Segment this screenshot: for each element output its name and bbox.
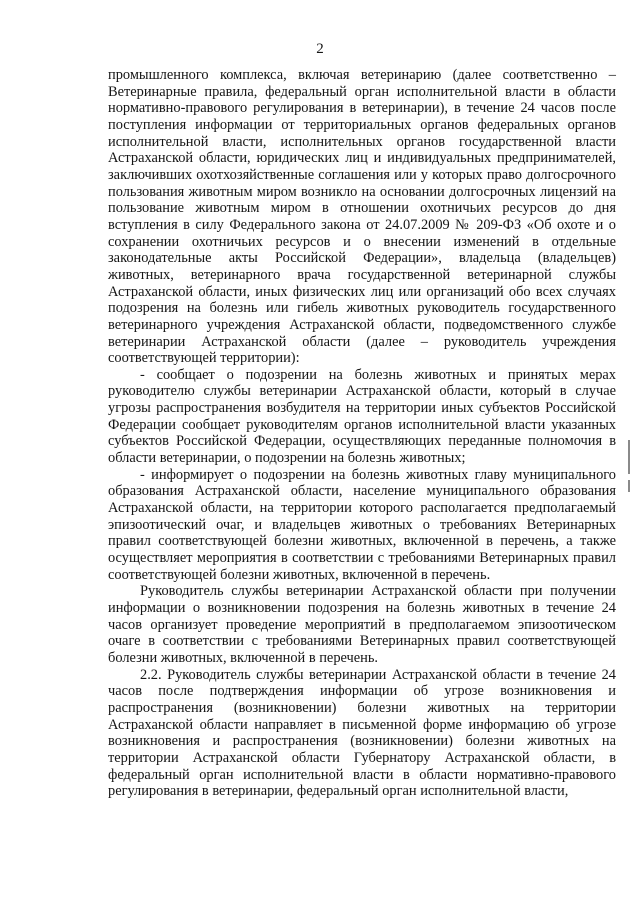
scan-edge-mark [628,480,630,492]
scan-edge-mark [628,440,630,474]
paragraph-report-to-head: - сообщает о подозрении на болезнь животных и принятых мерах руководителю службы ветеринарии Астраханской области, который в случае угрозы распространения возбудителя на территории иных субъектов Российской Федерации сообщает руководителям органов исполнительной власти указанных субъектов Российской Федерации, осуществляющих переданные полномочия в области ветеринарии, о подозрении на болезнь животных; [108,366,616,467]
paragraph-section-2-2: 2.2. Руководитель службы ветеринарии Астраханской области в течение 24 часов после подтверждения информации об угрозе возникновения и распространения (возникновении) болезни животных на территории Астраханской области направляет в письменной форме информацию об угрозе возникновения и распространения (возникновении) болезни животных на территории Астраханской области Губернатору Астраханской области, в федеральный орган исполнительной власти в области нормативно-правового регулирования в ветеринарии, федеральный орган исполнительной власти, [108,666,616,800]
paragraph-head-organizes-measures: Руководитель службы ветеринарии Астраханской области при получении информации о возникновении подозрения на болезнь животных в течение 24 часов организует проведение мероприятий в предполагаемом эпизоотическом очаге в соответствии с требованиями Ветеринарных правил соответствующей болезни животных, включенной в перечень. [108,583,616,666]
document-body [108,67,616,800]
paragraph-inform-municipality: - информирует о подозрении на болезнь животных главу муниципального образования Астраханской области, население муниципального образования Астраханской области, на территории которого располагается предполагаемый эпизоотический очаг, и владельцев животных о требованиях Ветеринарных правил соответствующей болезни животных, включенной в перечень, а также осуществляет мероприятия в соответствии с требованиями Ветеринарных правил соответствующей болезни животных, включенной в перечень. [108,466,616,583]
page-number: 2 [316,41,324,57]
paragraph-continuation: промышленного комплекса, включая ветеринарию (далее соответственно – Ветеринарные правила, федеральный орган исполнительной власти в области нормативно-правового регулирования в ветеринарии), в течение 24 часов после поступления информации от территориальных органов федеральных органов исполнительной власти, исполнительных органов государственной власти Астраханской области, юридических лиц и индивидуальных предпринимателей, заключивших охотхозяйственные соглашения или у которых право долгосрочного пользования животным миром возникло на основании долгосрочных лицензий на пользование животным миром в отношении охотничьих ресурсов до дня вступления в силу Федерального закона от 24.07.2009 № 209-ФЗ «Об охоте и о сохранении охотничьих ресурсов и о внесении изменений в отдельные законодательные акты Российской Федерации», владельца (владельцев) животных, ветеринарного врача государственной ветеринарной службы Астраханской области, иных физических лиц или организаций обо всех случаях подозрения на болезнь или гибель животных руководитель государственного ветеринарного учреждения Астраханской области, подведомственного службе ветеринарии Астраханской области (далее – руководитель учреждения соответствующей территории): [108,67,616,367]
